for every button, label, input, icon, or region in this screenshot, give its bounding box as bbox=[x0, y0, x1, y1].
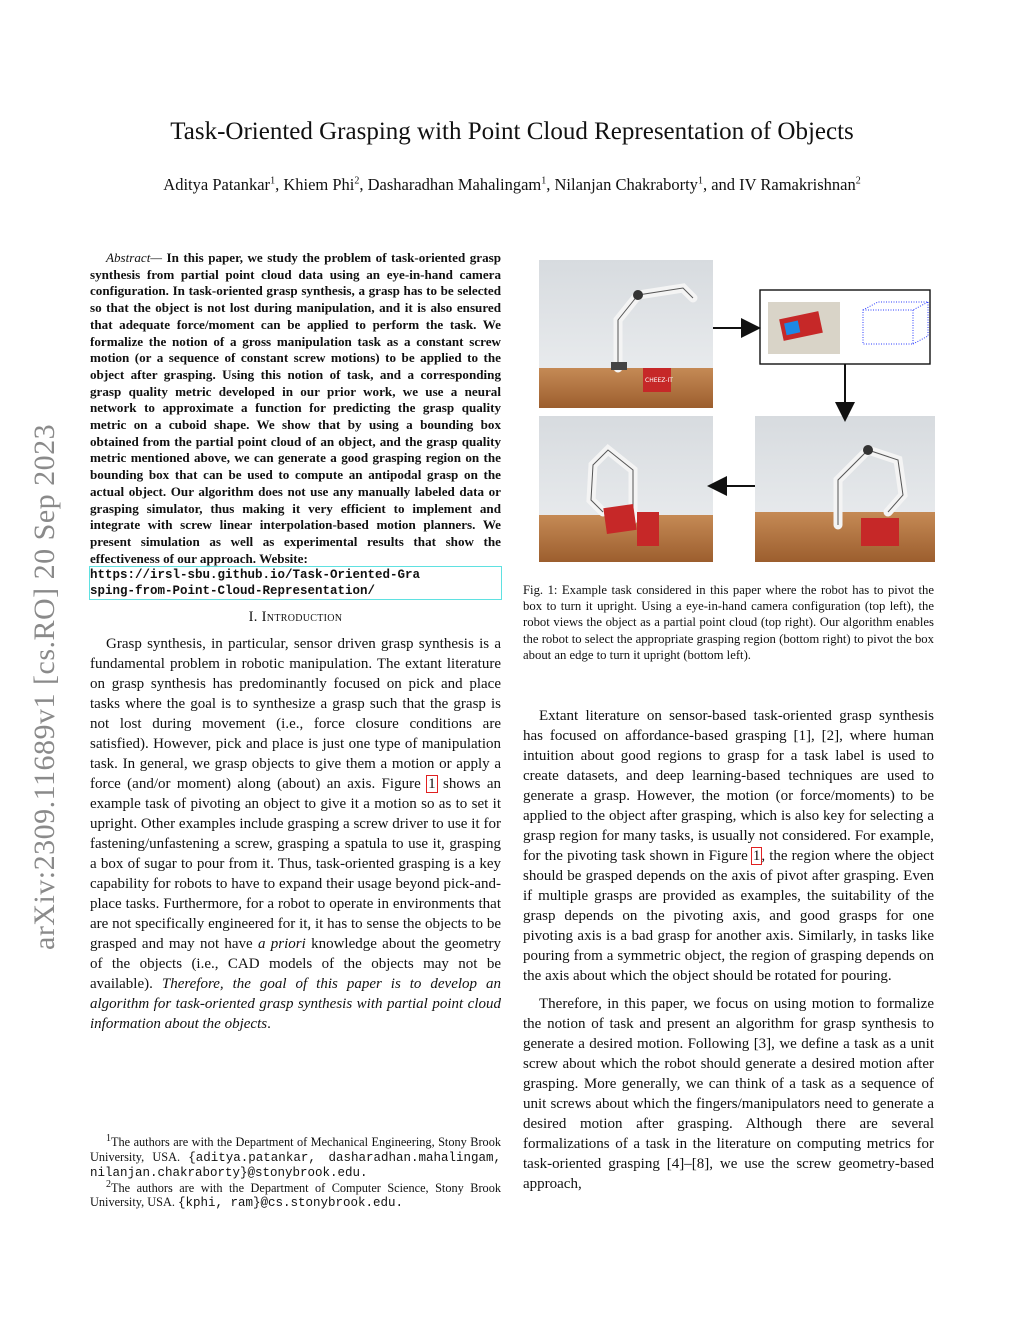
photo-bottom-left bbox=[539, 416, 713, 562]
author-name: IV Ramakrishnan bbox=[739, 175, 856, 194]
photo-top-right bbox=[760, 290, 930, 364]
intro-text: Grasp synthesis, in particular, sensor driven grasp synthesis is a fundamental problem in robotic manipulation. The extant literature on grasp synthesis has predominantly focused on pick and place tasks where the goal is to synthesize a grasp such that the grasp is not lost during movement (i.e., force closure conditions are satisfied). However, pick and place is just one type of manipulation task. In general, we grasp objects to give them a motion or apply a force (and/or moment) along (about) an axis. Figure bbox=[90, 636, 501, 793]
left-column bbox=[90, 250, 501, 1034]
author-name: Dasharadhan Mahalingam bbox=[367, 175, 542, 194]
section-heading bbox=[90, 609, 501, 626]
intro-paragraph-right-2: Therefore, in this paper, we focus on using motion to formalize the notion of task and present an algorithm for grasp synthesis to generate a desired motion. Following [3], we define a task as a unit screw about which the robot should generate a desired motion after grasping. More generally, we can think of a task as a sequence of unit screws about which the fingers/manipulators need to generate a desired motion after grasping. Although there are several formalizations of a task in the literature on computing metrics for task-oriented grasping [4]–[8], we use the screw geometry-based approach, bbox=[523, 996, 934, 1192]
footnote-1 bbox=[90, 1132, 501, 1181]
author-affiliation: 1 bbox=[541, 175, 547, 187]
intro-paragraph-right-1 bbox=[523, 706, 934, 986]
footnotes bbox=[90, 1132, 501, 1211]
author-name: Khiem Phi bbox=[283, 175, 355, 194]
intro-paragraph-left bbox=[90, 634, 501, 1034]
section-title: Introduction bbox=[261, 609, 343, 626]
intro-text: knowledge about the geometry of the objects (i.e., CAD models of the objects may not be available). bbox=[90, 936, 502, 993]
figure-1-graphic bbox=[523, 250, 943, 575]
footnote-2 bbox=[90, 1178, 501, 1211]
footnote-mark: 1 bbox=[106, 1132, 111, 1144]
author-list: Aditya Patankar$^1$, Khiem Phi$^2$, Dasharadhan Mahalingam$^1$, Nilanjan Chakraborty$^1$, and IV Ramakrishnan$^2$ bbox=[163, 175, 861, 194]
photo-top-left bbox=[539, 260, 713, 408]
author-affiliation: 1 bbox=[270, 175, 276, 187]
a-priori-italic: a priori bbox=[258, 936, 306, 953]
author-name: Aditya Patankar bbox=[163, 175, 271, 194]
intro-text: . bbox=[267, 1016, 271, 1033]
goal-statement: Therefore, the goal of this paper is to develop an algorithm for task-oriented grasp synthesis with partial point cloud information about the objects bbox=[90, 976, 501, 1033]
figure-reference-link[interactable]: 1 bbox=[428, 776, 436, 793]
figure-reference-link[interactable]: 1 bbox=[752, 848, 761, 864]
website-link-line-2: sping-from-Point-Cloud-Representation/ bbox=[90, 584, 376, 599]
author-affiliation: 2 bbox=[354, 175, 360, 187]
footnote-emails: {aditya.patankar, dasharadhan.mahalingam, nilanjan.chakraborty}@stonybrook.edu. bbox=[90, 1150, 501, 1180]
author-affiliation: 2 bbox=[855, 175, 861, 187]
right-column bbox=[523, 706, 934, 1194]
website-link-line-1: https://irsl-sbu.github.io/Task-Oriented-Gra bbox=[90, 568, 421, 583]
box-label: CHEEZ-IT bbox=[645, 377, 673, 384]
paper-title: Task-Oriented Grasping with Point Cloud Representation of Objects bbox=[170, 118, 854, 145]
footnote-text: The authors are with the Department of Mechanical Engineering, Stony Brook University, USA. bbox=[90, 1135, 501, 1164]
author-affiliation: 1 bbox=[697, 175, 703, 187]
website-link[interactable] bbox=[90, 567, 501, 599]
photo-bottom-right bbox=[755, 416, 935, 562]
footnote-mark: 2 bbox=[106, 1178, 111, 1190]
intro-text: shows an example task of pivoting an object to give it a motion so as to set it upright. Other examples include grasping a screw driver to use it for fastening/unfastening a screw, grasping a spatula to use it, grasping a box of sugar to pour from it. Thus, task-oriented grasping is a key capability for robots to have to expand their usage beyond pick-and-place tasks. Furthermore, for a robot to operate in environments that are not specifically engineered for it, it has to sense the objects to be grasped and may not have bbox=[90, 776, 502, 953]
section-number: I. bbox=[248, 609, 258, 626]
figure-1-caption: Fig. 1: Example task considered in this paper where the robot has to pivot the box to turn it upright. Using a eye-in-hand camera configuration (top left), the robot views the object as a partial point cloud (top right). Our algorithm enables the robot to select the appropriate grasping region (bottom right) to pivot the box about an edge to turn it upright (bottom left). bbox=[523, 583, 934, 662]
arxiv-identifier: arXiv:2309.11689v1 [cs.RO] 20 Sep 2023 bbox=[28, 423, 61, 950]
intro-text: , the region where the object should be grasped depends on the axis of pivot after grasping. Even if multiple grasps are provided as examples, the suitability of the grasp depends on the pivoting axis, and good grasps for one pivoting axis is a bad grasp for another axis. Similarly, in tasks like pouring from a symmetric object, the region of grasping depends on the axis about which the object should be rotated for pouring. bbox=[523, 848, 934, 984]
footnote-emails: {kphi, ram}@cs.stonybrook.edu. bbox=[178, 1196, 404, 1210]
author-name: Nilanjan Chakraborty bbox=[554, 175, 698, 194]
intro-text: Extant literature on sensor-based task-oriented grasp synthesis has focused on affordance-based grasping [1], [2], where human intuition about good regions to grasp for a task label is used to create datasets, and deep learning-based techniques are used to generate a grasp. However, the motion (or force/moments) to be applied to the object after grasping, which is also key for selecting a grasp region for many tasks, is usually not considered. For example, for the pivoting task shown in Figure bbox=[523, 708, 934, 864]
footnote-text: The authors are with the Department of Computer Science, Stony Brook University, USA. bbox=[90, 1180, 501, 1209]
abstract-label: Abstract— bbox=[106, 250, 163, 265]
abstract-text: In this paper, we study the problem of task-oriented grasp synthesis from partial point cloud data using an eye-in-hand camera configuration. In task-oriented grasp synthesis, a grasp has to be selected so that the object is not lost during manipulation, and it is also ensured that adequate force/moment can be applied to perform the task. We formalize the notion of a gross manipulation task as a constant screw motion (or a sequence of constant screw motions) to be applied to the object after grasping. Using this notion of task, and a corresponding grasp quality metric developed in our prior work, we use a neural network to approximate a function for predicting the grasp quality metric on a cuboid shape. We show that by using a bounding box obtained from the partial point cloud of an object, and the grasp quality metric mentioned above, we can generate a good grasping region on the bounding box that can be used to compute an antipodal grasp on the actual object. Our algorithm does not use any manually labeled data or grasping simulator, thus making it very efficient to implement and integrate with screw linear interpolation-based motion planners. We present simulation as well as experimental results that show the effectiveness of our approach. Website: bbox=[90, 250, 502, 566]
abstract bbox=[90, 250, 501, 599]
figure-1 bbox=[523, 250, 943, 575]
